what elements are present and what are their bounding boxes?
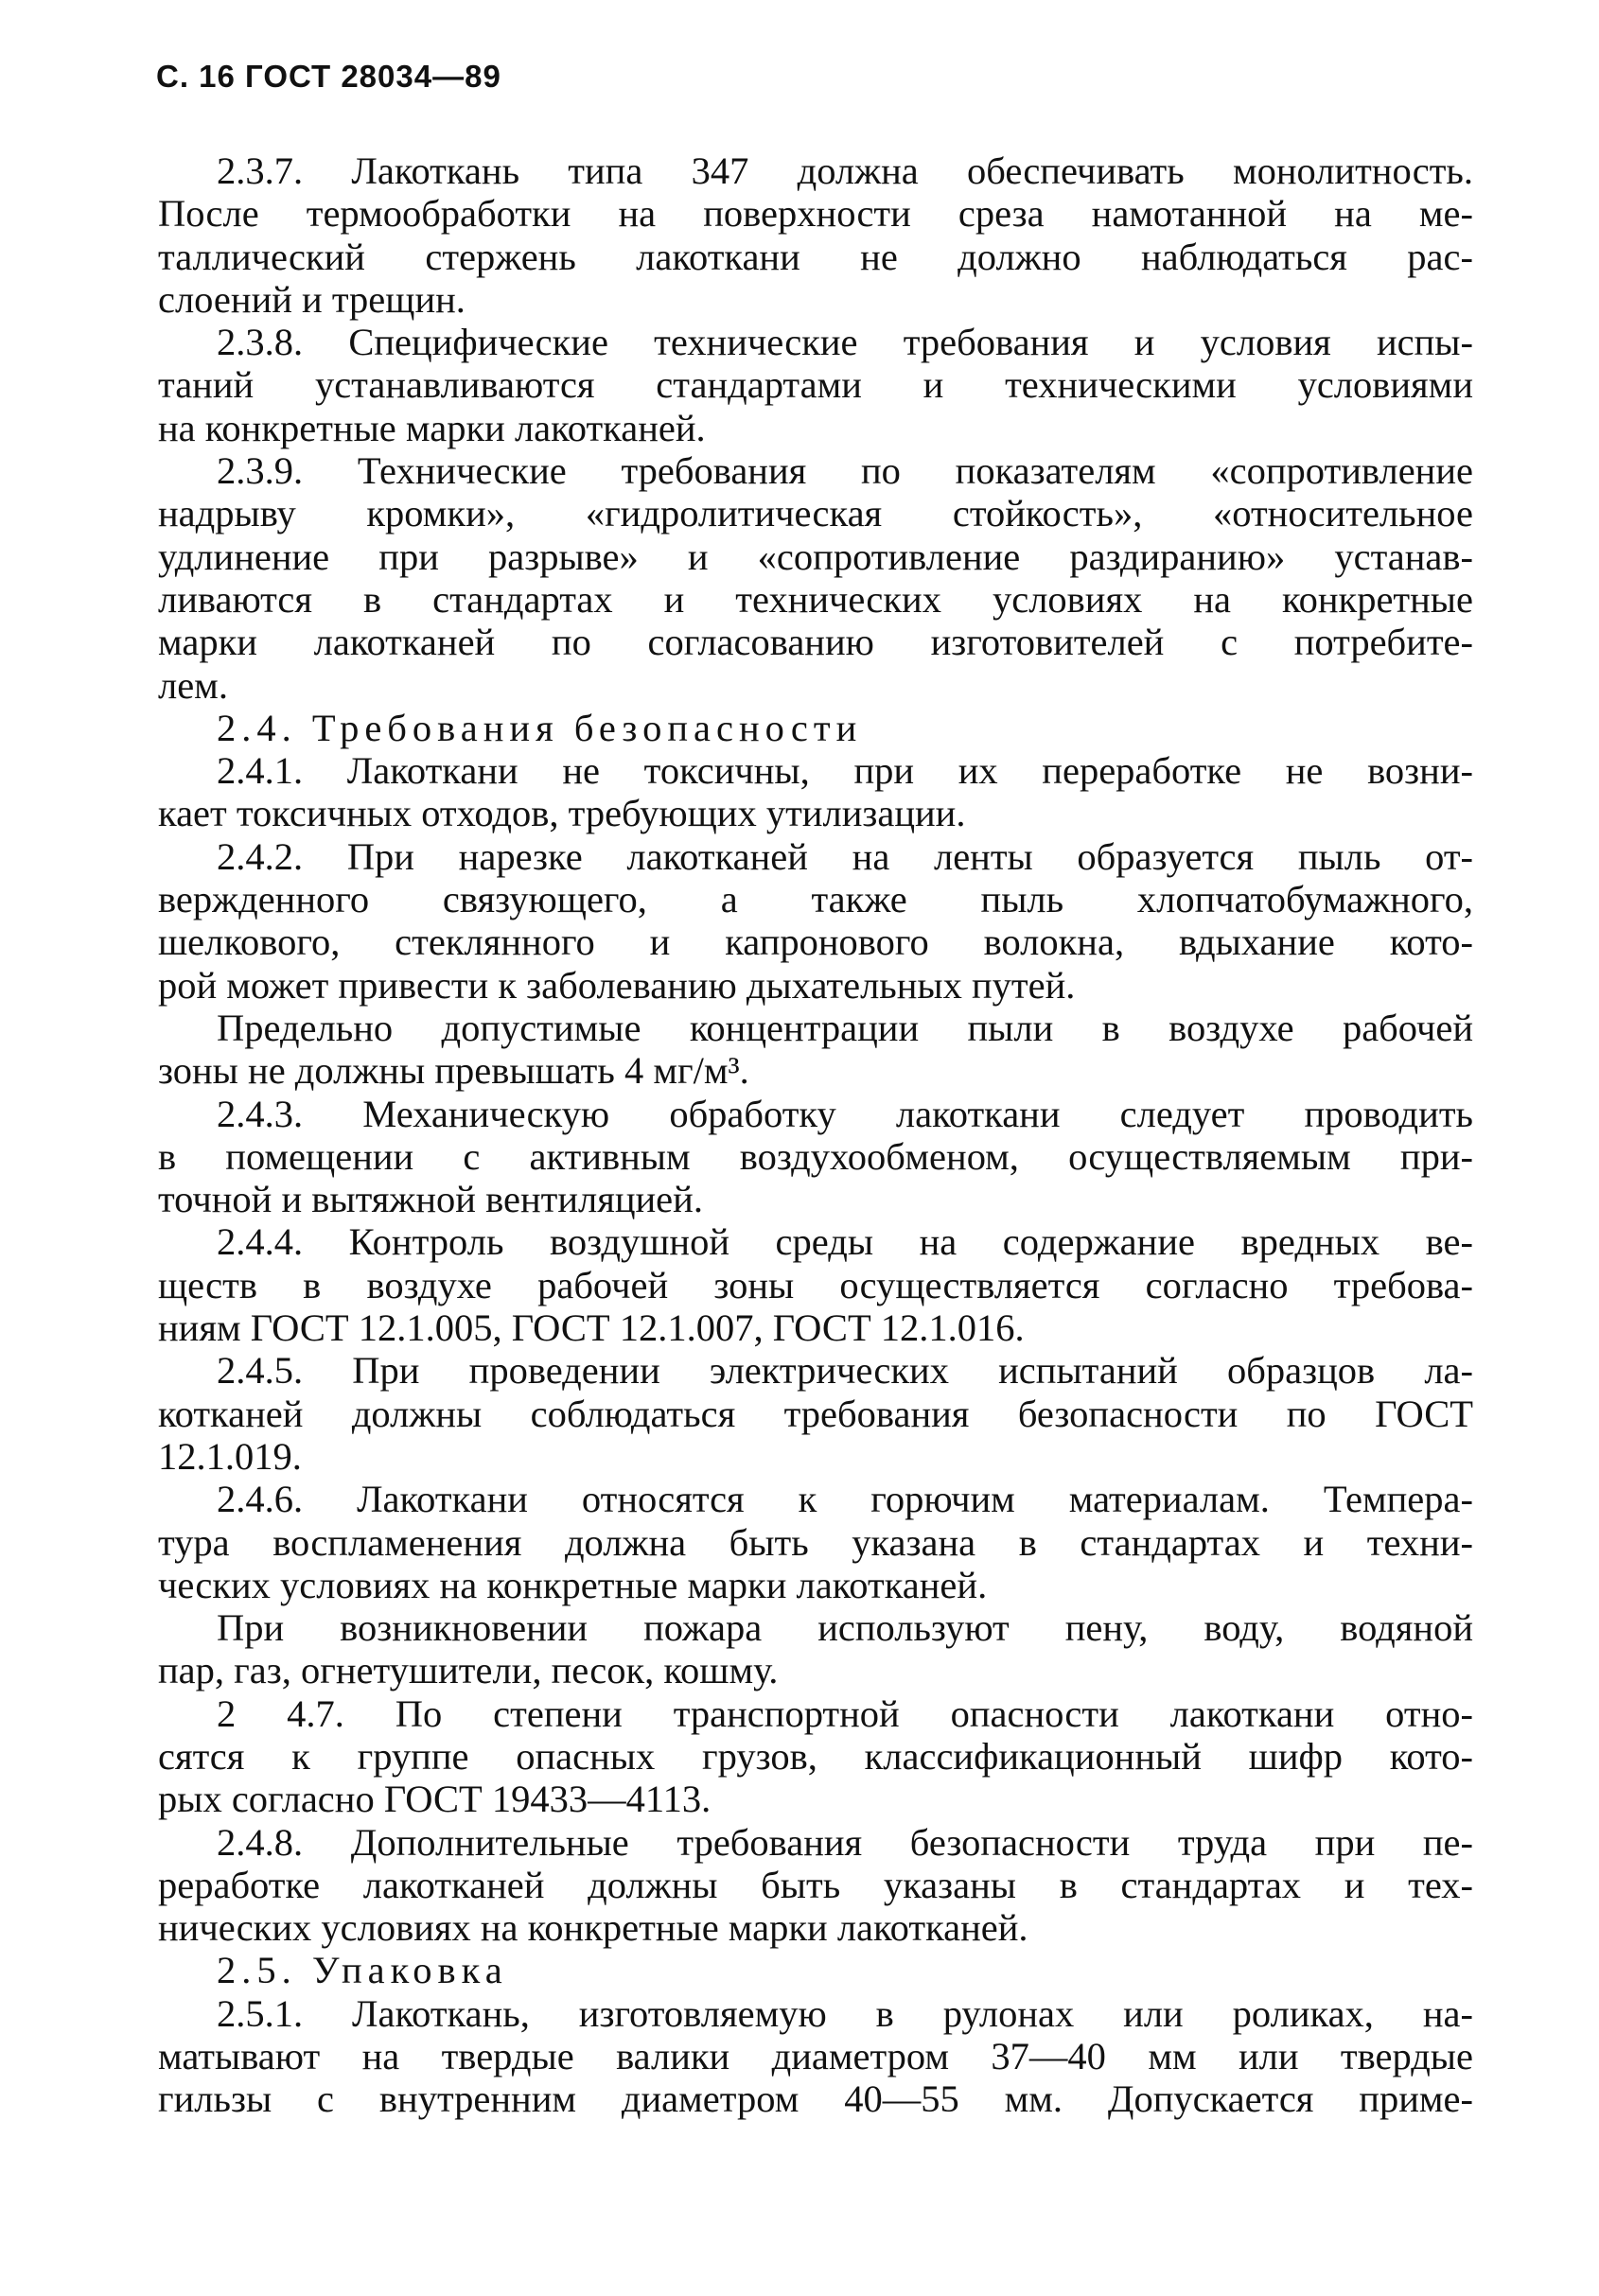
text-line: матывают на твердые валики диаметром 37—40 мм или твердые <box>158 2035 1473 2078</box>
text-line: 2.4.6. Лакоткани относятся к горючим материалам. Темпера- <box>217 1478 1473 1521</box>
text-line: 2.3.8. Специфические технические требования и условия испы- <box>217 321 1473 364</box>
text-line: После термообработки на поверхности среза намотанной на ме- <box>158 192 1473 236</box>
text-line: 2.4.5. При проведении электрических испытаний образцов ла- <box>217 1349 1473 1393</box>
text-line: таллический стержень лакоткани не должно наблюдаться рас- <box>158 235 1473 278</box>
text-line: удлинение при разрыве» и «сопротивление раздиранию» устанав- <box>158 535 1473 578</box>
text-line: 2.5. Упаковка <box>217 1949 508 1992</box>
text-line: таний устанавливаются стандартами и техническими условиями <box>158 363 1473 407</box>
text-line: гильзы с внутренним диаметром 40—55 мм. Допускается приме- <box>158 2077 1473 2121</box>
text-line: нических условиях на конкретные марки лакотканей. <box>158 1906 1028 1950</box>
text-line: 2.4.8. Дополнительные требования безопасности труда при пе- <box>217 1820 1473 1864</box>
text-line: ческих условиях на конкретные марки лакотканей. <box>158 1563 988 1606</box>
text-line: котканей должны соблюдаться требования безопасности по ГОСТ <box>158 1392 1473 1435</box>
text-line: 2.4. Требования безопасности <box>217 706 863 749</box>
text-line: 2.3.9. Технические требования по показателям «сопротивление <box>217 449 1473 493</box>
text-line: 2.4.4. Контроль воздушной среды на содержание вредных ве- <box>217 1220 1473 1264</box>
text-line: слоений и трещин. <box>158 277 466 321</box>
text-line: ществ в воздухе рабочей зоны осуществляется согласно требова- <box>158 1263 1473 1306</box>
text-line: 2.4.1. Лакоткани не токсичны, при их переработке не возни- <box>217 749 1473 793</box>
text-line: 2.4.2. При нарезке лакотканей на ленты образуется пыль от- <box>217 834 1473 878</box>
text-line: лем. <box>158 663 228 707</box>
text-line: 12.1.019. <box>158 1434 302 1478</box>
text-line: марки лакотканей по согласованию изготовителей с потребите- <box>158 621 1473 664</box>
text-line: рой может привести к заболеванию дыхательных путей. <box>158 963 1076 1007</box>
text-line: ливаются в стандартах и технических условиях на конкретные <box>158 577 1473 621</box>
text-line: сятся к группе опасных грузов, классификационный шифр кото- <box>158 1734 1473 1778</box>
document-body <box>158 149 1473 2121</box>
text-line: пар, газ, огнетушители, песок, кошму. <box>158 1649 779 1692</box>
text-line: 2.3.7. Лакоткань типа 347 должна обеспечивать монолитность. <box>217 149 1473 192</box>
text-line: кает токсичных отходов, требующих утилизации. <box>158 792 966 835</box>
text-line: тура воспламенения должна быть указана в стандартах и техни- <box>158 1520 1473 1564</box>
text-line: зоны не должны превышать 4 мг/м³. <box>158 1049 749 1093</box>
text-line: рых согласно ГОСТ 19433—4113. <box>158 1778 712 1821</box>
text-line: При возникновении пожара используют пену, воду, водяной <box>217 1606 1473 1650</box>
text-line: реработке лакотканей должны быть указаны в стандартах и тех- <box>158 1863 1473 1906</box>
text-line: надрыву кромки», «гидролитическая стойкость», «относительное <box>158 492 1473 535</box>
text-line: шелкового, стеклянного и капронового волокна, вдыхание кото- <box>158 920 1473 964</box>
text-line: на конкретные марки лакотканей. <box>158 406 706 449</box>
text-line: точной и вытяжной вентиляцией. <box>158 1178 703 1221</box>
text-line: 2.4.3. Механическую обработку лакоткани следует проводить <box>217 1092 1473 1135</box>
text-line: вержденного связующего, а также пыль хлопчатобумажного, <box>158 878 1473 921</box>
text-line: Предельно допустимые концентрации пыли в воздухе рабочей <box>217 1006 1473 1049</box>
text-line: 2.5.1. Лакоткань, изготовляемую в рулонах или роликах, на- <box>217 1991 1473 2035</box>
text-line: ниям ГОСТ 12.1.005, ГОСТ 12.1.007, ГОСТ 12.1.016. <box>158 1306 1025 1350</box>
page-header: С. 16 ГОСТ 28034—89 <box>156 59 501 94</box>
text-line: 2 4.7. По степени транспортной опасности лакоткани отно- <box>217 1691 1473 1735</box>
text-line: в помещении с активным воздухообменом, осуществляемым при- <box>158 1134 1473 1178</box>
